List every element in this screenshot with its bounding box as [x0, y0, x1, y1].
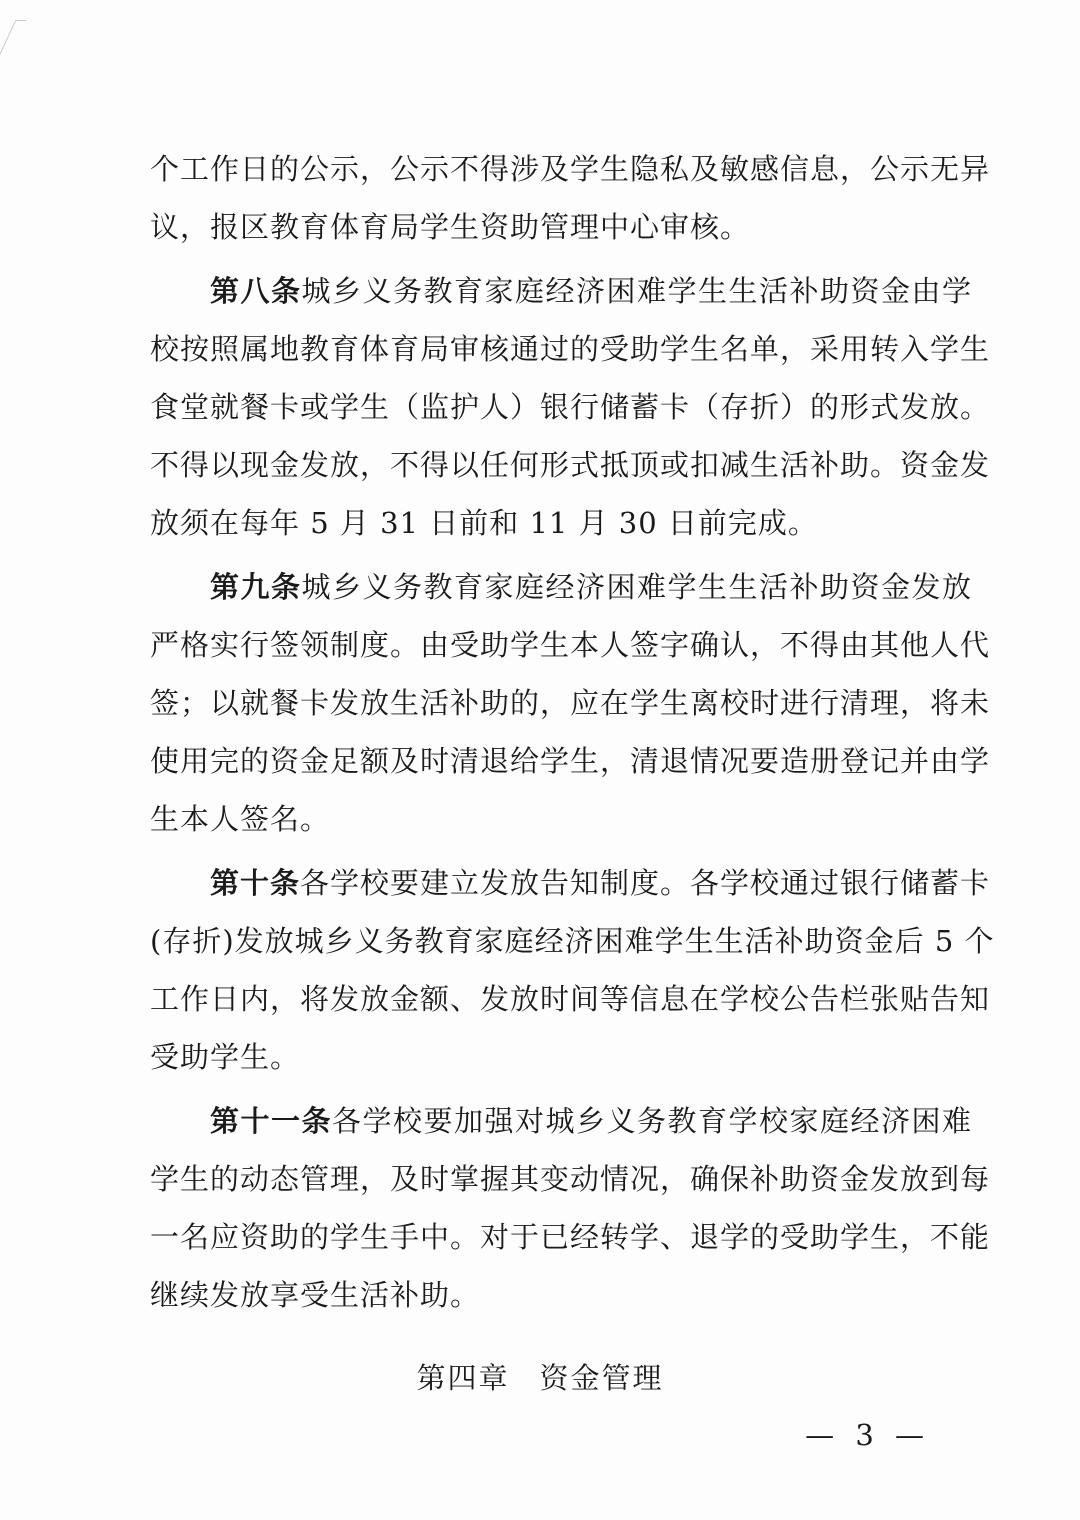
- text-line: 一名应资助的学生手中。对于已经转学、退学的受助学生，不能: [150, 1220, 991, 1254]
- paragraph-continuation: [150, 140, 991, 256]
- text-line: 使用完的资金足额及时清退给学生，清退情况要造册登记并由学: [150, 744, 991, 778]
- chapter-number: 第四章: [416, 1361, 510, 1395]
- chapter-heading: [0, 1356, 1080, 1397]
- text-line: 食堂就餐卡或学生（监护人）银行储蓄卡（存折）的形式发放。: [150, 390, 991, 424]
- article-heading: 第十条: [210, 866, 301, 900]
- text-line: 签；以就餐卡发放生活补助的，应在学生离校时进行清理，将未: [150, 686, 991, 720]
- article-heading: 第十一条: [210, 1104, 332, 1138]
- article-heading: 第八条: [210, 274, 302, 308]
- page-number: — 3 —: [805, 1418, 930, 1452]
- text-line: 学生的动态管理，及时掌握其变动情况，确保补助资金发放到每: [150, 1162, 991, 1196]
- article-8: [150, 262, 991, 552]
- article-heading: 第九条: [210, 570, 302, 604]
- text-line: 继续发放享受生活补助。: [150, 1278, 481, 1312]
- text-line: (存折)发放城乡义务教育家庭经济困难学生生活补助资金后 5 个: [150, 924, 995, 958]
- article-10: [150, 854, 995, 1086]
- text-line: 个工作日的公示，公示不得涉及学生隐私及敏感信息，公示无异: [150, 152, 991, 186]
- text-line: 城乡义务教育家庭经济困难学生生活补助资金发放: [301, 570, 972, 604]
- text-line: 严格实行签领制度。由受助学生本人签字确认，不得由其他人代: [150, 628, 991, 662]
- text-line: 各学校要加强对城乡义务教育学校家庭经济困难: [332, 1104, 972, 1138]
- article-9: [150, 558, 991, 848]
- document-body: [150, 140, 995, 1324]
- text-line: 各学校要建立发放告知制度。各学校通过银行储蓄卡: [300, 866, 991, 900]
- scan-edge-mark: [0, 20, 26, 69]
- text-line: 工作日内，将发放金额、发放时间等信息在学校公告栏张贴告知: [150, 982, 991, 1016]
- text-line: 放须在每年 5 月 31 日前和 11 月 30 日前完成。: [150, 506, 818, 540]
- text-line: 生本人签名。: [150, 802, 331, 836]
- chapter-title: 资金管理: [539, 1361, 664, 1395]
- text-line: 不得以现金发放，不得以任何形式抵顶或扣减生活补助。资金发: [150, 448, 991, 482]
- article-11: [150, 1092, 991, 1324]
- text-line: 受助学生。: [150, 1040, 301, 1074]
- text-line: 校按照属地教育体育局审核通过的受助学生名单，采用转入学生: [150, 332, 991, 366]
- text-line: 议，报区教育体育局学生资助管理中心审核。: [150, 210, 751, 244]
- text-line: 城乡义务教育家庭经济困难学生生活补助资金由学: [301, 274, 972, 308]
